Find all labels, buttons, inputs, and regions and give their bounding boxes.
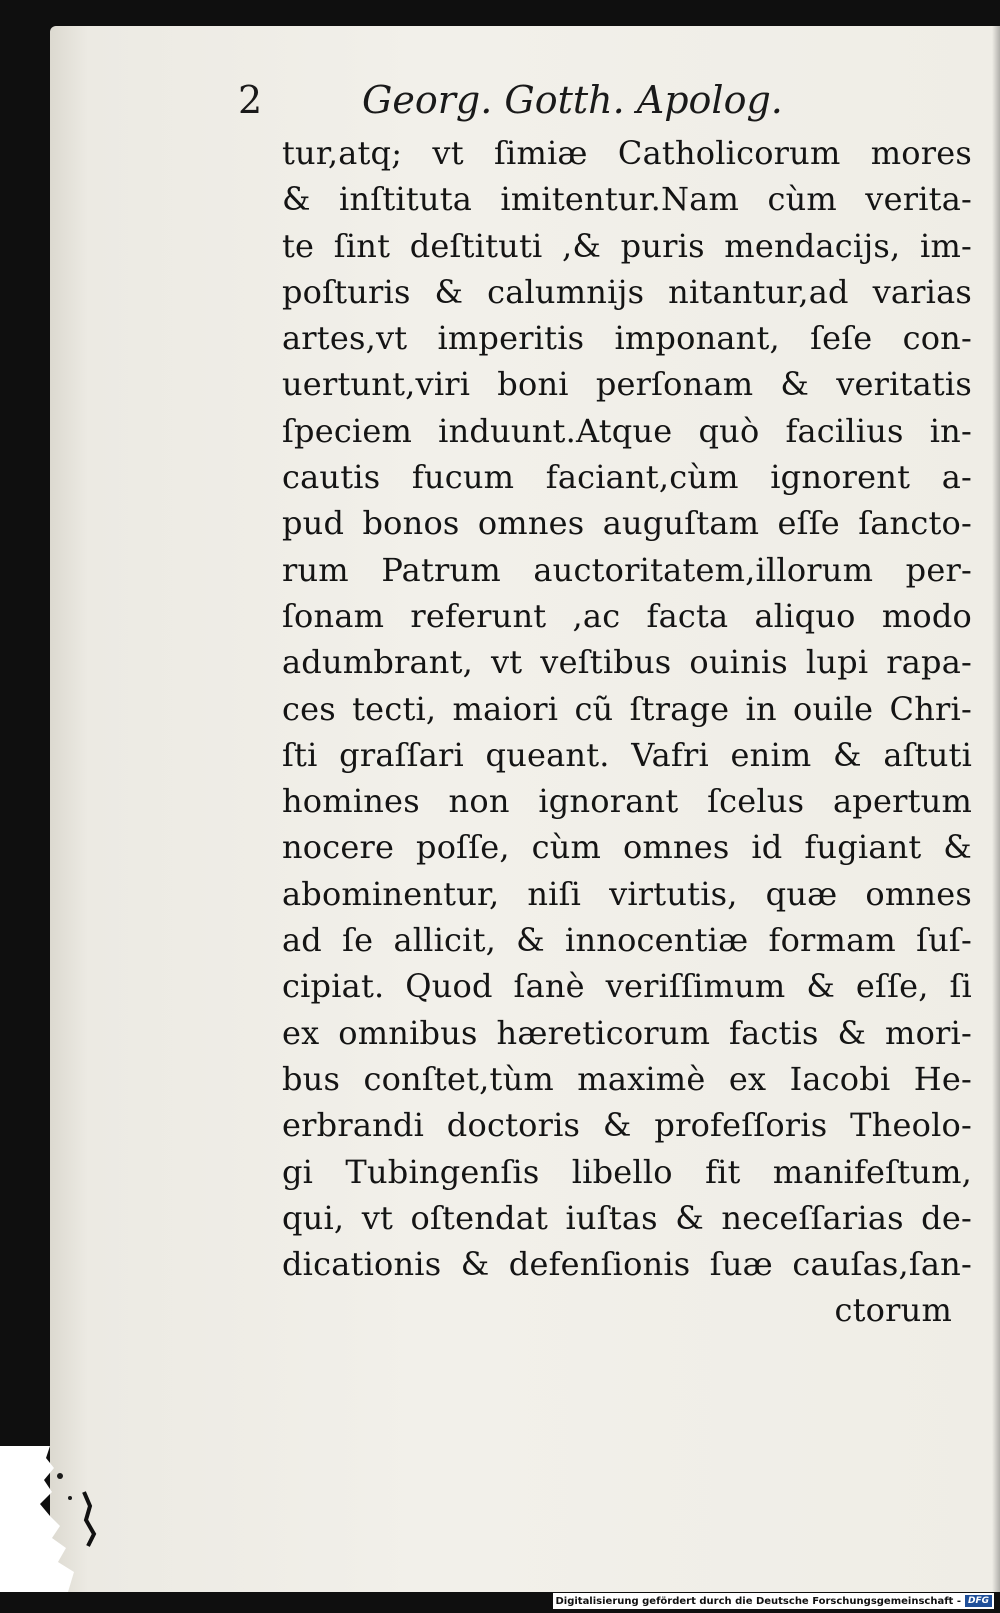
catchword: ctorum bbox=[834, 1291, 952, 1330]
text-line: te ſint deſtituti ,& puris mendacijs, im- bbox=[282, 226, 972, 265]
text-line: gi Tubingenſis libello fit manifeſtum, bbox=[282, 1152, 972, 1191]
text-line: erbrandi doctoris & profeſſoris Theolo- bbox=[282, 1106, 972, 1145]
text-line: pud bonos omnes auguſtam eſſe ſancto- bbox=[282, 504, 972, 543]
text-line: tur,atq; vt ſimiæ Catholicorum mores bbox=[282, 134, 972, 172]
text-line: adumbrant, vt veſtibus ouinis lupi rapa- bbox=[282, 643, 972, 682]
running-head bbox=[238, 78, 798, 128]
text-line: cautis fucum faciant,cùm ignorent a- bbox=[282, 458, 972, 497]
text-line: bus conſtet,tùm maximè ex Iacobi He- bbox=[282, 1059, 972, 1098]
text-line: ſpeciem induunt.Atque quò facilius in- bbox=[282, 411, 972, 450]
text-line: nocere poſſe, cùm omnes id fugiant & bbox=[282, 828, 972, 867]
text-line: cipiat. Quod ſanè veriſſimum & eſſe, ſi bbox=[282, 967, 972, 1006]
text-line: poſturis & calumnijs nitantur,ad varias bbox=[282, 272, 972, 311]
text-line: qui, vt oſtendat iuſtas & neceſſarias de- bbox=[282, 1198, 972, 1237]
text-line: rum Patrum auctoritatem,illorum per- bbox=[282, 550, 972, 589]
body-text bbox=[282, 130, 972, 1334]
credit-text: Digitalisierung gefördert durch die Deutsche Forschungsgemeinschaft - bbox=[555, 1595, 961, 1607]
text-line: ces tecti, maiori cũ ſtrage in ouile Chri- bbox=[282, 689, 972, 728]
text-line: uertunt,viri boni perſonam & veritatis bbox=[282, 365, 972, 404]
torn-page-corner bbox=[0, 1446, 140, 1592]
text-line: ex omnibus hæreticorum factis & mori- bbox=[282, 1013, 972, 1052]
page-edge-shadow bbox=[992, 26, 1000, 1592]
text-line: ad ſe allicit, & innocentiæ formam ſuſ- bbox=[282, 921, 972, 960]
digitization-credit bbox=[553, 1593, 994, 1609]
text-line: ſonam referunt ,ac facta aliquo modo bbox=[282, 596, 972, 635]
page-number: 2 bbox=[238, 78, 263, 122]
text-line: dicationis & defenſionis ſuæ cauſas,ſan- bbox=[282, 1245, 972, 1284]
text-line: abominentur, niſi virtutis, quæ omnes bbox=[282, 874, 972, 913]
running-title: Georg. Gotth. Apolog. bbox=[362, 78, 783, 122]
dfg-logo: DFG bbox=[965, 1595, 992, 1607]
text-line: artes,vt imperitis imponant, ſeſe con- bbox=[282, 319, 972, 358]
text-line: & inſtituta imitentur.Nam cùm verita- bbox=[282, 180, 972, 219]
text-line: homines non ignorant ſcelus apertum bbox=[282, 782, 972, 821]
text-line: ſti graſſari queant. Vafri enim & aſtuti bbox=[282, 735, 972, 774]
